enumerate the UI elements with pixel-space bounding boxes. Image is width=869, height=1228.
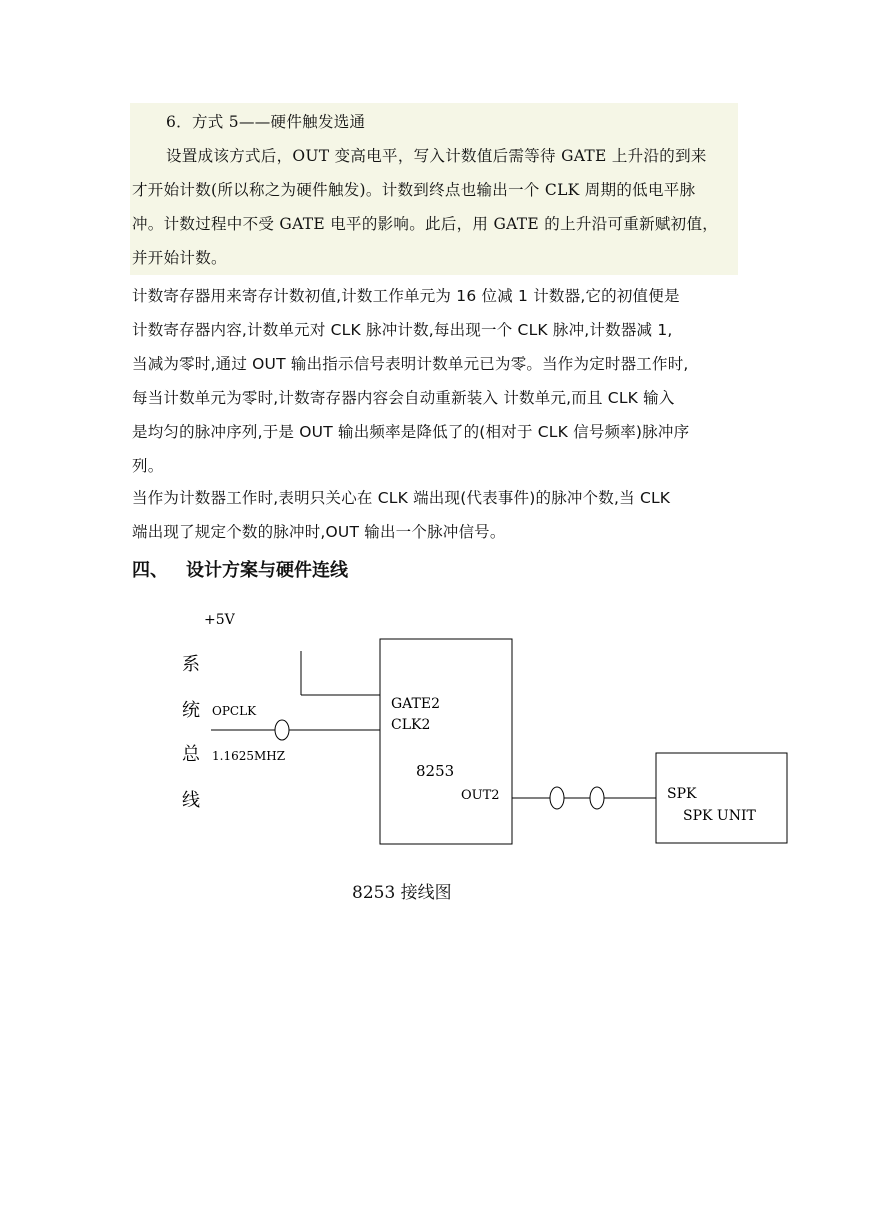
paragraph-line: 计数寄存器用来寄存计数初值,计数工作单元为 16 位减 1 计数器,它的初值便是 xyxy=(132,287,680,305)
mode5-line: 并开始计数。 xyxy=(132,249,227,267)
bus-char: 系 xyxy=(182,654,200,675)
mode5-line: 才开始计数(所以称之为硬件触发)。计数到终点也输出一个 CLK 周期的低电平脉 xyxy=(132,181,696,199)
paragraph-line: 每当计数单元为零时,计数寄存器内容会自动重新装入 计数单元,而且 CLK 输入 xyxy=(132,389,675,407)
paragraph-line: 当作为计数器工作时,表明只关心在 CLK 端出现(代表事件)的脉冲个数,当 CLK xyxy=(132,489,671,507)
chip-box xyxy=(380,639,512,844)
out-connector xyxy=(550,787,564,809)
chip-name: 8253 xyxy=(416,762,455,780)
figure-caption: 8253 接线图 xyxy=(352,883,452,903)
clk-source-label: OPCLK xyxy=(212,704,257,718)
bus-char: 线 xyxy=(182,790,200,811)
paragraph-line: 是均匀的脉冲序列,于是 OUT 输出频率是降低了的(相对于 CLK 信号频率)脉冲序 xyxy=(132,423,690,441)
clk-connector xyxy=(275,720,289,740)
section-title: 设计方案与硬件连线 xyxy=(186,560,348,581)
mode5-line: 冲。计数过程中不受 GATE 电平的影响。此后，用 GATE 的上升沿可重新赋初值， xyxy=(132,215,719,233)
out-pin-label: OUT2 xyxy=(461,788,500,803)
section-number: 四、 xyxy=(132,560,168,581)
pin-label: GATE2 xyxy=(391,696,440,712)
frequency-label: 1.1625MHZ xyxy=(212,749,286,763)
spk-unit-label: SPK UNIT xyxy=(683,808,756,824)
bus-char: 总 xyxy=(182,744,200,765)
spk-label: SPK xyxy=(667,786,697,802)
paragraph-line: 端出现了规定个数的脉冲时,OUT 输出一个脉冲信号。 xyxy=(132,523,506,541)
paragraph-line: 当减为零时,通过 OUT 输出指示信号表明计数单元已为零。当作为定时器工作时, xyxy=(132,355,689,373)
paragraph-line: 列。 xyxy=(132,457,164,475)
mode5-heading: 6．方式 5——硬件触发选通 xyxy=(166,113,366,131)
paragraph-line: 计数寄存器内容,计数单元对 CLK 脉冲计数,每出现一个 CLK 脉冲,计数器减 1, xyxy=(132,321,673,339)
pin-label: CLK2 xyxy=(391,717,431,733)
power-label: +5V xyxy=(204,612,235,628)
mode5-line: 设置成该方式后，OUT 变高电平，写入计数值后需等待 GATE 上升沿的到来 xyxy=(166,147,707,165)
bus-char: 统 xyxy=(182,700,200,721)
out-connector xyxy=(590,787,604,809)
